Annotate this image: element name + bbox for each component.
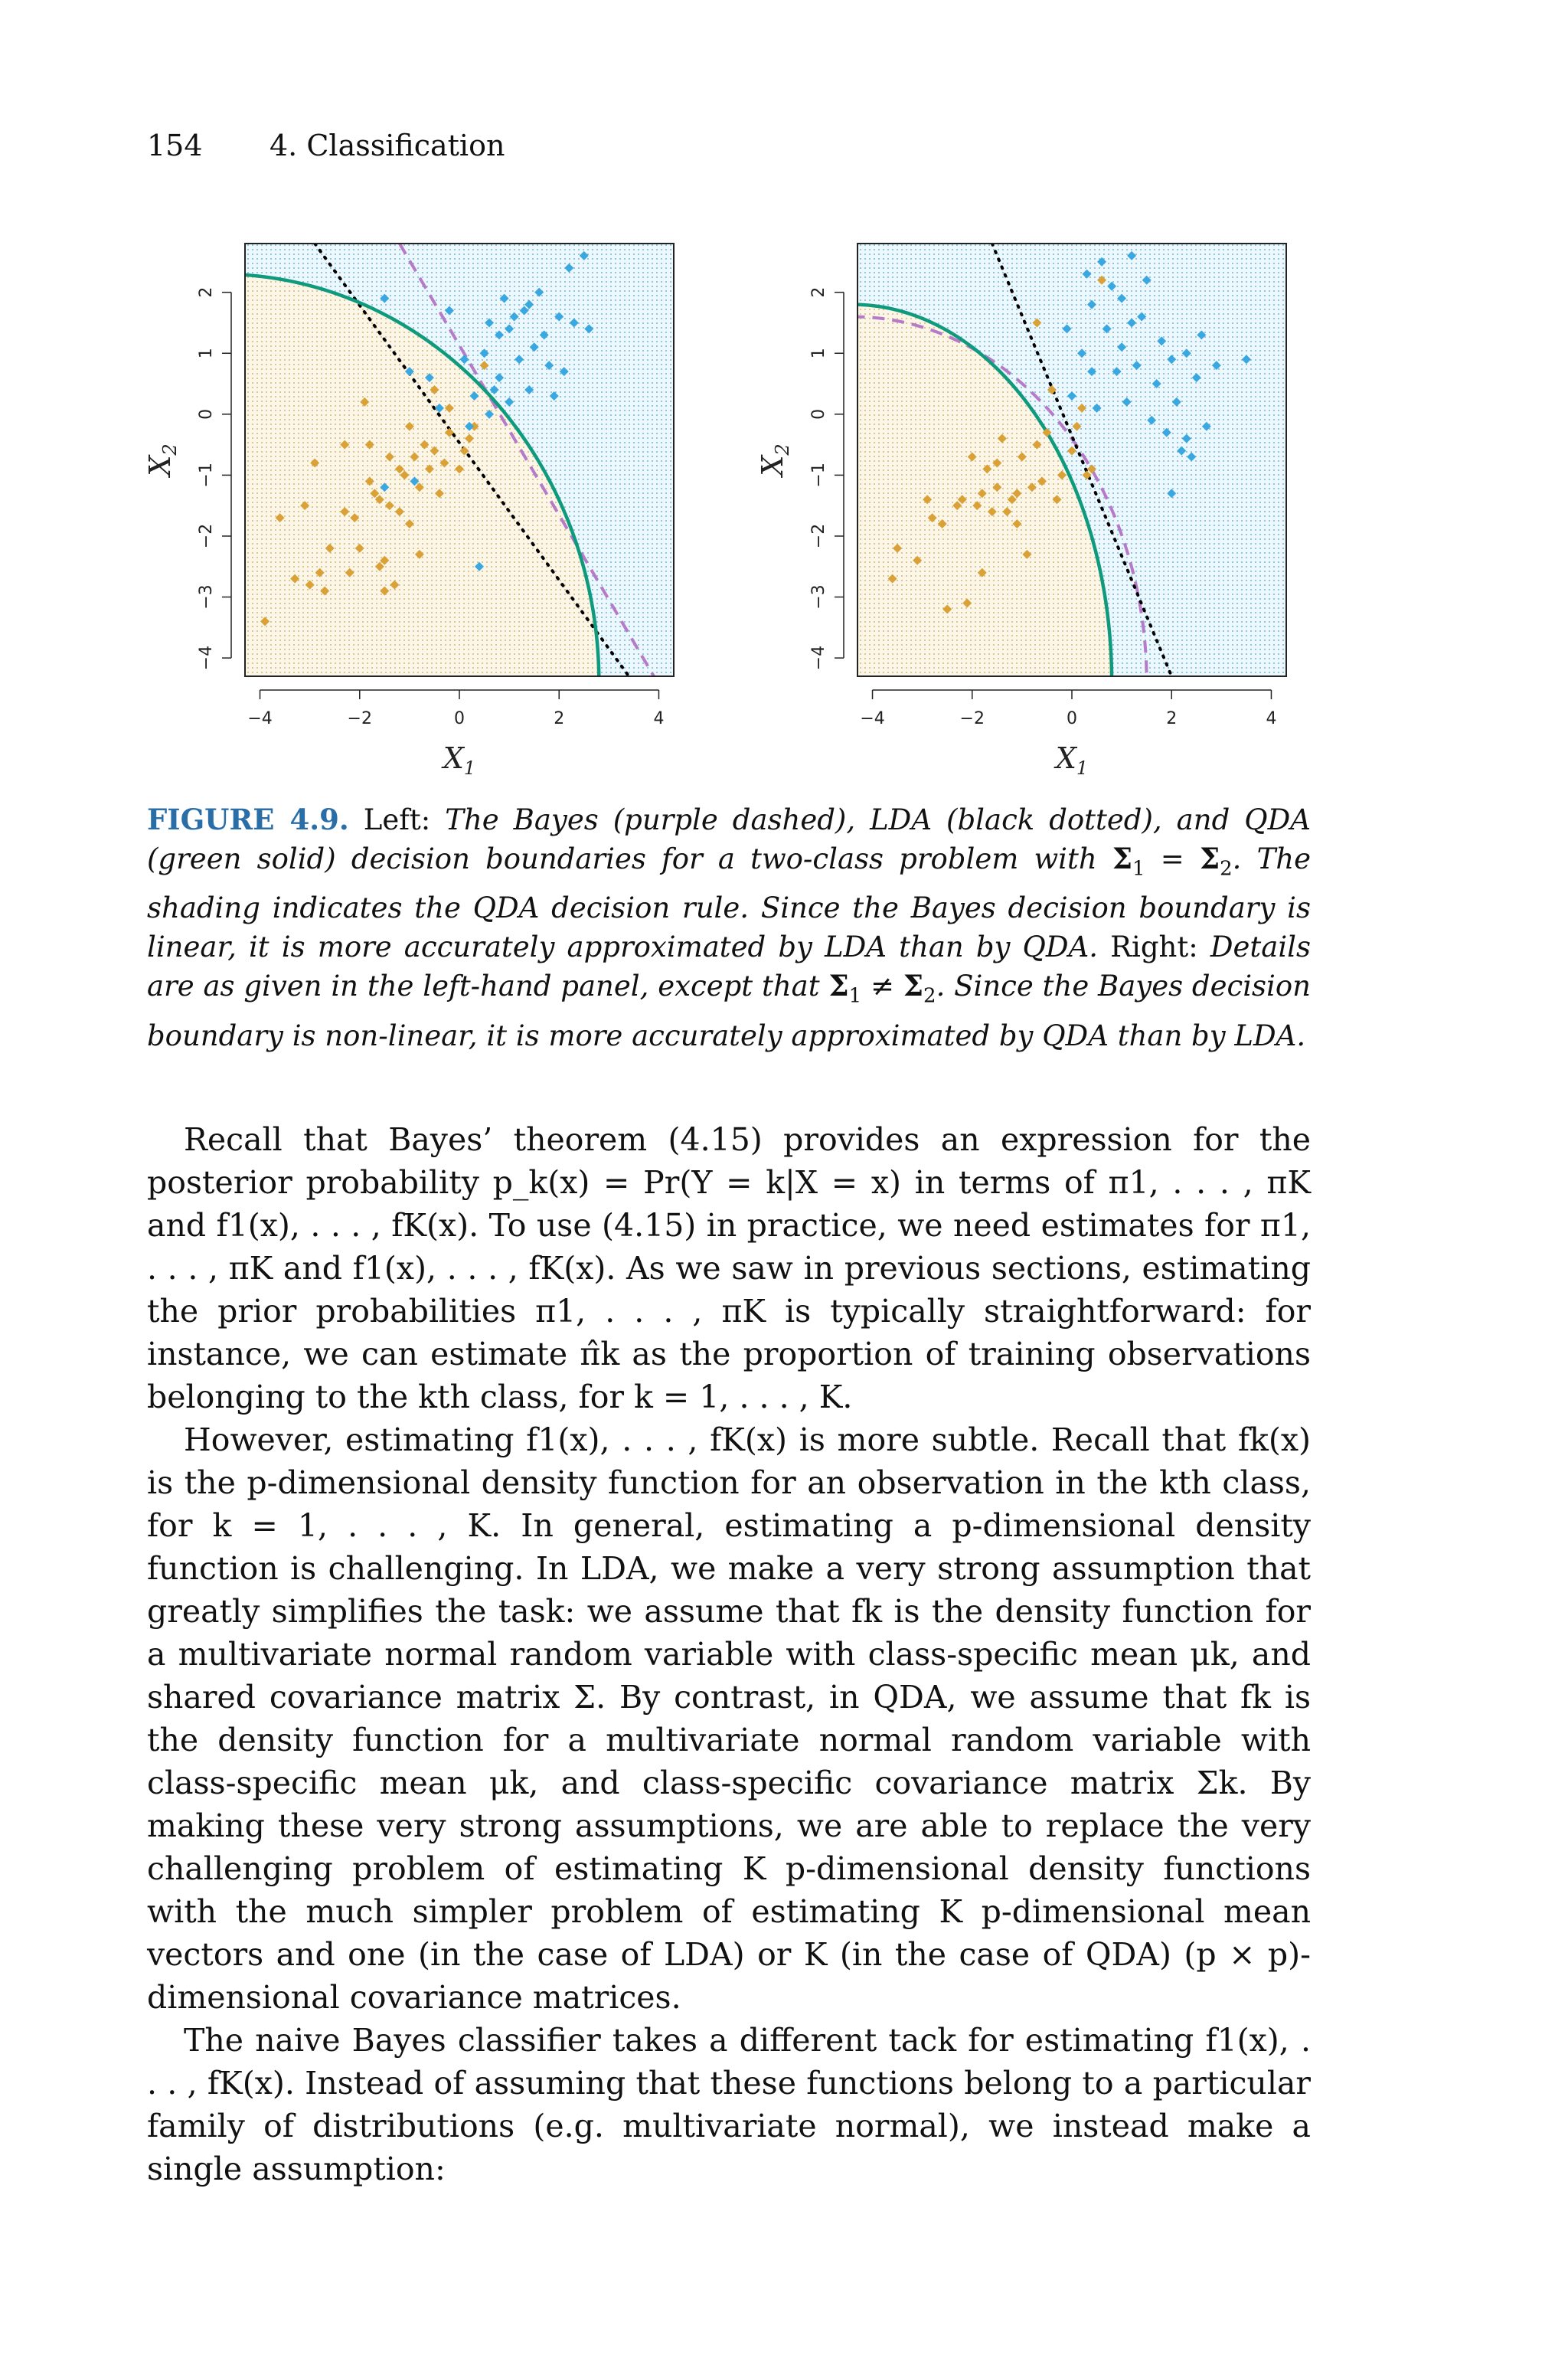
x-tick-label: 4 (1266, 709, 1277, 728)
caption-part: The Bayes (purple dashed), LDA (black dotted), and QDA (green solid) decision boundaries for a two-class problem with (147, 803, 1311, 875)
y-tick-label: 1 (809, 348, 828, 359)
caption-part: . Since the Bayes decision boundary is non-linear, it is more accurately approximated by QDA than by LDA. (147, 970, 1311, 1052)
x-tick-label: 4 (653, 709, 665, 728)
y-tick-label: −4 (809, 645, 828, 671)
y-tick-label: −4 (197, 645, 216, 671)
caption-part: Details are as given in the left-hand panel, except that (147, 931, 1311, 1003)
plot-area (832, 244, 1286, 682)
page-number: 154 (147, 129, 203, 162)
caption-part: Left: (363, 803, 446, 836)
paragraph-1: Recall that Bayes’ theorem (4.15) provides an expression for the posterior probability p_k(x) = Pr(Y = k|X = x) in terms of π1, . . . , πK and f1(x), . . . , fK(x). To use (4.15) in practice, we need estimates for π1, . . . , πK and f1(x), . . . , fK(x). As we saw in previous sections, estimating the prior probabilities π1, . . . , πK is typically straightforward: for instance, we can estimate π̂k as the proportion of training observations belonging to the kth class, for k = 1, . . . , K. (147, 1121, 1311, 1415)
y-tick-label: −3 (197, 584, 216, 610)
x-tick-label: −4 (247, 709, 273, 728)
x-tick-label: 2 (1166, 709, 1178, 728)
x-axis (860, 690, 1276, 728)
caption-part: Right: (1110, 931, 1210, 964)
y-axis-label-sub: 2 (159, 443, 181, 456)
y-axis (809, 287, 844, 671)
y-tick-label: −1 (809, 463, 828, 488)
caption-part: 1 (1132, 857, 1145, 881)
x-tick-label: −4 (860, 709, 885, 728)
caption-part: Σ (1112, 842, 1133, 875)
left-plot (145, 230, 758, 796)
y-axis-label-sub: 2 (772, 443, 793, 456)
y-tick-label: 0 (197, 408, 216, 420)
y-axis-label: $X_2$ (756, 443, 793, 476)
y-tick-label: 2 (197, 286, 216, 298)
caption-part: 1 (848, 984, 862, 1008)
right-plot-svg (758, 230, 1370, 796)
caption-part: = (1145, 842, 1200, 875)
y-tick-label: −2 (197, 523, 216, 549)
paragraph-3: The naive Bayes classifier takes a different tack for estimating f1(x), . . . , fK(x). Instead of assuming that these functions belong to a particular family of distributions (e.g. multivariate normal), we instead make a single assumption: (147, 2022, 1311, 2187)
caption-part: Σ (828, 969, 849, 1003)
x-axis-label-sub: 1 (463, 757, 476, 779)
paragraph-2: However, estimating f1(x), . . . , fK(x) is more subtle. Recall that fk(x) is the p-dimensional density function for an observation in the kth class, for k = 1, . . . , K. In general, estimating a p-dimensional density function is challenging. In LDA, we make a very strong assumption that greatly simplifies the task: we assume that fk is the density function for a multivariate normal random variable with class-specific mean μk, and shared covariance matrix Σ. By contrast, in QDA, we assume that fk is the density function for a multivariate normal random variable with class-specific mean μk, and class-specific covariance matrix Σk. By making these very strong assumptions, we are able to replace the very challenging problem of estimating K p-dimensional density functions with the much simpler problem of estimating K p-dimensional mean vectors and one (in the case of LDA) or K (in the case of QDA) (p × p)-dimensional covariance matrices. (147, 1421, 1311, 2016)
y-tick-label: −3 (809, 584, 828, 610)
body-text (147, 1118, 1311, 2190)
x-axis (247, 690, 664, 728)
caption-part: . The shading indicates the QDA decision rule. Since the Bayes decision boundary is linear, it is more accurately approximated by LDA than by QDA. (147, 842, 1311, 964)
right-plot (758, 230, 1370, 796)
y-axis-label: $X_2$ (143, 443, 181, 476)
chapter-title: 4. Classification (270, 129, 505, 162)
figure-caption (147, 800, 1311, 1055)
caption-part: ≠ (861, 970, 903, 1003)
x-tick-label: 2 (554, 709, 565, 728)
x-tick-label: −2 (959, 709, 985, 728)
y-tick-label: −1 (197, 463, 216, 488)
x-tick-label: 0 (1067, 709, 1077, 728)
caption-part: 2 (1220, 857, 1233, 881)
left-plot-svg (145, 230, 758, 796)
caption-part: 2 (923, 984, 936, 1008)
figure-label: FIGURE 4.9. (147, 803, 349, 836)
y-tick-label: 2 (809, 286, 828, 298)
x-axis-label: $X_1$ (443, 741, 476, 779)
y-axis (197, 287, 231, 671)
page-header (147, 129, 505, 162)
x-axis-label: $X_1$ (1055, 741, 1089, 779)
plot-area (220, 244, 674, 682)
caption-text (147, 803, 1311, 1052)
y-tick-label: 1 (197, 348, 216, 359)
x-tick-label: −2 (347, 709, 372, 728)
y-tick-label: 0 (809, 408, 828, 420)
caption-part: Σ (903, 969, 924, 1003)
y-tick-label: −2 (809, 523, 828, 549)
caption-part: Σ (1199, 842, 1220, 875)
x-tick-label: 0 (454, 709, 465, 728)
x-axis-label-sub: 1 (1076, 757, 1089, 779)
